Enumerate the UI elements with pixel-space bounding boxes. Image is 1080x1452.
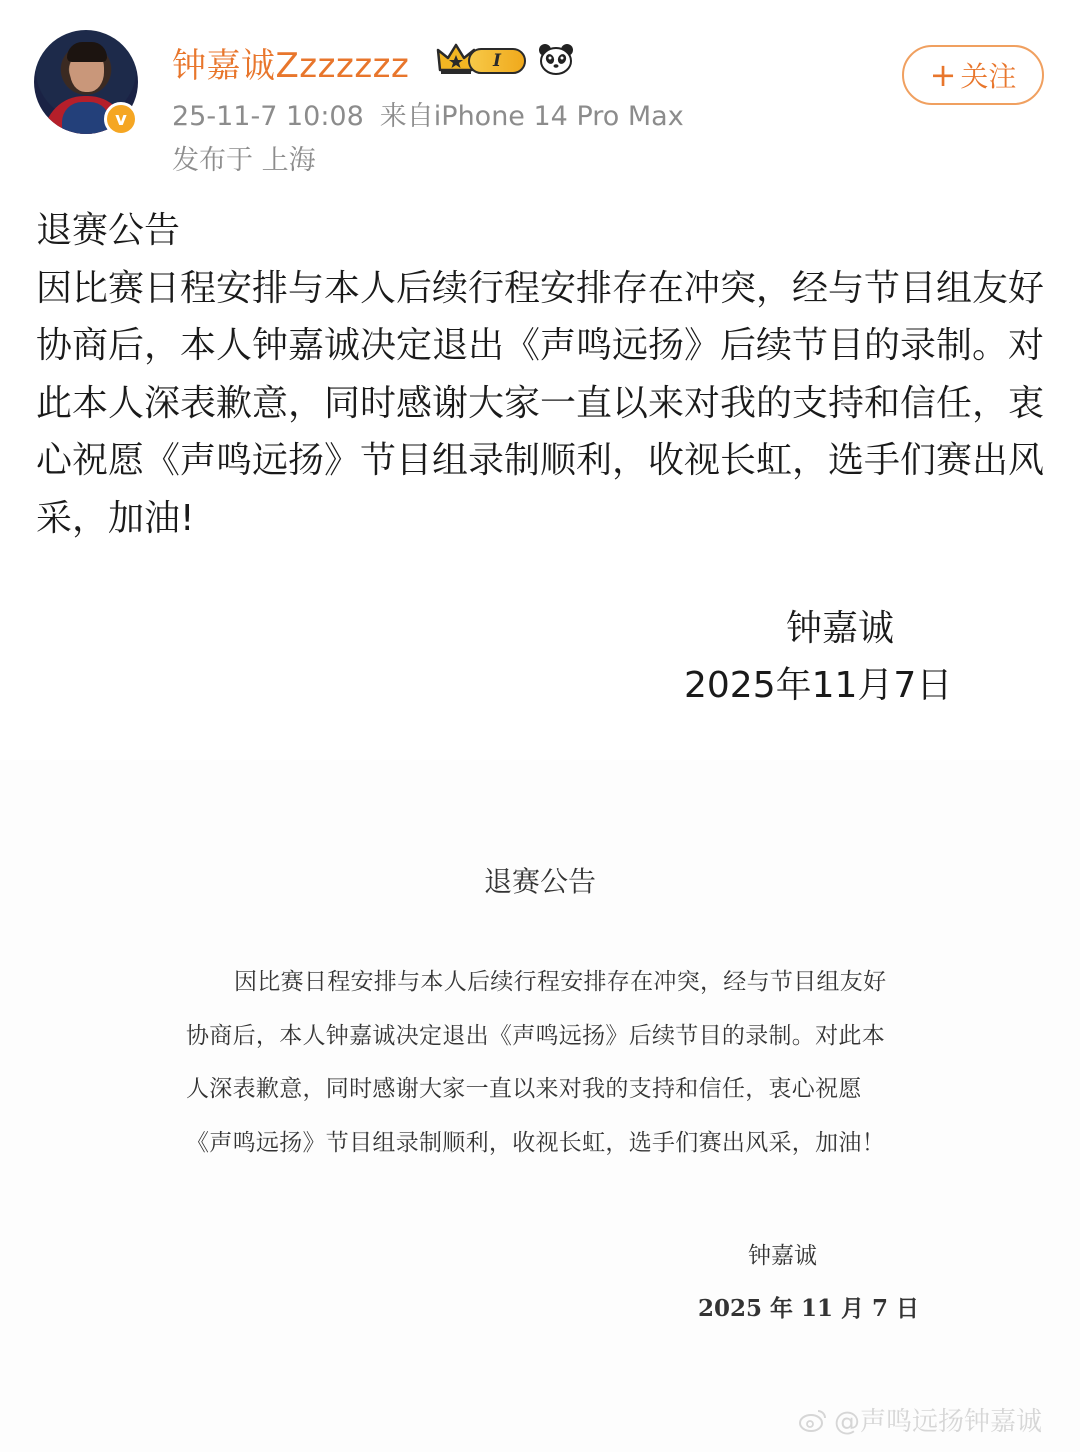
post-header: [0, 0, 1080, 190]
document-title: 退赛公告: [483, 865, 596, 898]
username[interactable]: 钟嘉诚Zzzzzzz: [172, 46, 410, 86]
attached-image[interactable]: [0, 760, 1080, 1452]
plus-icon: +: [929, 56, 957, 94]
post-source: 来自iPhone 14 Pro Max: [379, 101, 684, 132]
post-sign-date: 2025年11月7日: [684, 665, 953, 706]
document-sign-date: 2025 年 11 月 7 日: [698, 1295, 920, 1322]
follow-button[interactable]: [902, 45, 1044, 105]
post-sign-name: 钟嘉诚: [786, 608, 895, 649]
post-location: 发布于 上海: [172, 145, 316, 176]
document-body: 因比赛日程安排与本人后续行程安排存在冲突，经与节目组友好协商后，本人钟嘉诚决定退出《声鸣远扬》后续节目的录制。对此本人深表歉意，同时感谢大家一直以来对我的支持和信任，衷心祝愿《声鸣远扬》节目组录制顺利，收视长虹，选手们赛出风采，加油！: [186, 969, 887, 1156]
post-timestamp: 25-11-7 10:08: [172, 101, 364, 132]
avatar-suit: [62, 102, 110, 134]
document-sign-name: 钟嘉诚: [748, 1243, 817, 1269]
watermark: [798, 1401, 1042, 1438]
post-body: 因比赛日程安排与本人后续行程安排存在冲突，经与节目组友好协商后，本人钟嘉诚决定退出《声鸣远扬》后续节目的录制。对此本人深表歉意，同时感谢大家一直以来对我的支持和信任，衷心祝愿《声鸣远扬》节目组录制顺利，收视长虹，选手们赛出风采，加油!: [36, 267, 1045, 539]
post-title: 退赛公告: [36, 210, 181, 251]
follow-label: 关注: [960, 60, 1017, 93]
post-text: [36, 202, 1046, 547]
panda-icon: [538, 42, 574, 76]
weibo-icon: [798, 1407, 828, 1433]
level-badge: I: [468, 48, 526, 74]
avatar-hair: [67, 42, 107, 62]
verified-icon: v: [104, 102, 138, 136]
member-badge[interactable]: [436, 42, 528, 76]
watermark-text: @声鸣远扬钟嘉诚: [833, 1407, 1042, 1437]
post-meta: [172, 94, 700, 133]
